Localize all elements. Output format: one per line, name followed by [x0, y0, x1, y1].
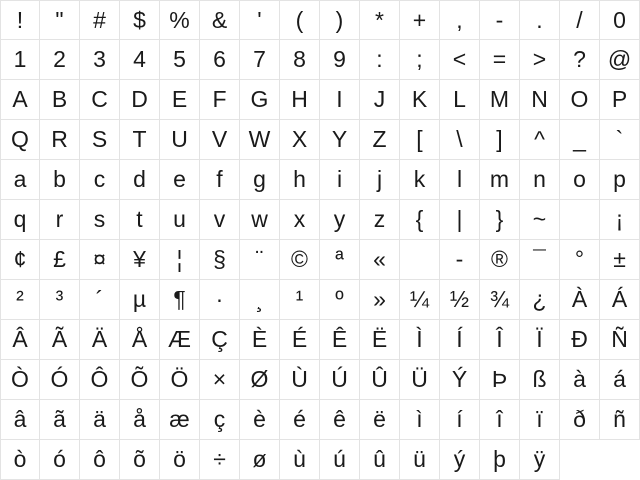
- glyph-cell[interactable]: Ø: [240, 360, 280, 400]
- glyph-cell[interactable]: i: [320, 160, 360, 200]
- glyph-cell[interactable]: ë: [360, 400, 400, 440]
- glyph-cell[interactable]: é: [280, 400, 320, 440]
- glyph-cell[interactable]: Ð: [560, 320, 600, 360]
- empty-glyph-cell[interactable]: [560, 200, 600, 240]
- glyph-cell[interactable]: $: [120, 0, 160, 40]
- glyph-cell[interactable]: Í: [440, 320, 480, 360]
- glyph-cell[interactable]: b: [40, 160, 80, 200]
- glyph-cell[interactable]: z: [360, 200, 400, 240]
- glyph-cell[interactable]: -: [440, 240, 480, 280]
- glyph-cell[interactable]: ý: [440, 440, 480, 480]
- glyph-cell[interactable]: ü: [400, 440, 440, 480]
- glyph-cell[interactable]: F: [200, 80, 240, 120]
- glyph-cell[interactable]: E: [160, 80, 200, 120]
- glyph-cell[interactable]: %: [160, 0, 200, 40]
- glyph-cell[interactable]: ñ: [600, 400, 640, 440]
- glyph-cell[interactable]: 2: [40, 40, 80, 80]
- glyph-cell[interactable]: 4: [120, 40, 160, 80]
- glyph-cell[interactable]: 1: [0, 40, 40, 80]
- glyph-cell[interactable]: É: [280, 320, 320, 360]
- glyph-cell[interactable]: *: [360, 0, 400, 40]
- glyph-cell[interactable]: Û: [360, 360, 400, 400]
- glyph-cell[interactable]: ½: [440, 280, 480, 320]
- glyph-cell[interactable]: ù: [280, 440, 320, 480]
- glyph-cell[interactable]: ": [40, 0, 80, 40]
- glyph-cell[interactable]: Þ: [480, 360, 520, 400]
- glyph-cell[interactable]: 8: [280, 40, 320, 80]
- glyph-cell[interactable]: î: [480, 400, 520, 440]
- glyph-cell[interactable]: ¿: [520, 280, 560, 320]
- glyph-cell[interactable]: Z: [360, 120, 400, 160]
- glyph-cell[interactable]: 3: [80, 40, 120, 80]
- glyph-cell[interactable]: Ô: [80, 360, 120, 400]
- glyph-cell[interactable]: ^: [520, 120, 560, 160]
- glyph-cell[interactable]: û: [360, 440, 400, 480]
- glyph-cell[interactable]: -: [480, 0, 520, 40]
- glyph-cell[interactable]: ¶: [160, 280, 200, 320]
- glyph-cell[interactable]: (: [280, 0, 320, 40]
- glyph-cell[interactable]: !: [0, 0, 40, 40]
- glyph-cell[interactable]: Ç: [200, 320, 240, 360]
- glyph-cell[interactable]: G: [240, 80, 280, 120]
- glyph-cell[interactable]: ÿ: [520, 440, 560, 480]
- glyph-cell[interactable]: ¥: [120, 240, 160, 280]
- glyph-cell[interactable]: ¦: [160, 240, 200, 280]
- glyph-cell[interactable]: e: [160, 160, 200, 200]
- glyph-cell[interactable]: 5: [160, 40, 200, 80]
- glyph-cell[interactable]: ¡: [600, 200, 640, 240]
- glyph-cell[interactable]: \: [440, 120, 480, 160]
- glyph-cell[interactable]: 9: [320, 40, 360, 80]
- glyph-cell[interactable]: ô: [80, 440, 120, 480]
- glyph-cell[interactable]: £: [40, 240, 80, 280]
- glyph-cell[interactable]: }: [480, 200, 520, 240]
- glyph-cell[interactable]: Ä: [80, 320, 120, 360]
- empty-glyph-cell[interactable]: [400, 240, 440, 280]
- glyph-cell[interactable]: ö: [160, 440, 200, 480]
- glyph-cell[interactable]: [: [400, 120, 440, 160]
- glyph-cell[interactable]: ¸: [240, 280, 280, 320]
- glyph-cell[interactable]: L: [440, 80, 480, 120]
- glyph-cell[interactable]: R: [40, 120, 80, 160]
- glyph-cell[interactable]: ó: [40, 440, 80, 480]
- glyph-cell[interactable]: º: [320, 280, 360, 320]
- glyph-cell[interactable]: ]: [480, 120, 520, 160]
- glyph-cell[interactable]: &: [200, 0, 240, 40]
- glyph-cell[interactable]: O: [560, 80, 600, 120]
- glyph-cell[interactable]: ì: [400, 400, 440, 440]
- glyph-cell[interactable]: p: [600, 160, 640, 200]
- glyph-cell[interactable]: »: [360, 280, 400, 320]
- glyph-cell[interactable]: ~: [520, 200, 560, 240]
- glyph-cell[interactable]: ê: [320, 400, 360, 440]
- glyph-cell[interactable]: g: [240, 160, 280, 200]
- glyph-cell[interactable]: ·: [200, 280, 240, 320]
- glyph-cell[interactable]: Â: [0, 320, 40, 360]
- glyph-cell[interactable]: u: [160, 200, 200, 240]
- glyph-cell[interactable]: á: [600, 360, 640, 400]
- glyph-cell[interactable]: x: [280, 200, 320, 240]
- glyph-cell[interactable]: ç: [200, 400, 240, 440]
- glyph-cell[interactable]: µ: [120, 280, 160, 320]
- glyph-cell[interactable]: ú: [320, 440, 360, 480]
- glyph-cell[interactable]: ø: [240, 440, 280, 480]
- glyph-cell[interactable]: U: [160, 120, 200, 160]
- glyph-cell[interactable]: ): [320, 0, 360, 40]
- glyph-cell[interactable]: P: [600, 80, 640, 120]
- glyph-cell[interactable]: v: [200, 200, 240, 240]
- glyph-cell[interactable]: Ü: [400, 360, 440, 400]
- glyph-cell[interactable]: I: [320, 80, 360, 120]
- glyph-cell[interactable]: X: [280, 120, 320, 160]
- glyph-cell[interactable]: ,: [440, 0, 480, 40]
- glyph-cell[interactable]: ð: [560, 400, 600, 440]
- glyph-cell[interactable]: þ: [480, 440, 520, 480]
- glyph-cell[interactable]: T: [120, 120, 160, 160]
- glyph-cell[interactable]: M: [480, 80, 520, 120]
- glyph-cell[interactable]: t: [120, 200, 160, 240]
- glyph-cell[interactable]: ´: [80, 280, 120, 320]
- glyph-cell[interactable]: 0: [600, 0, 640, 40]
- glyph-cell[interactable]: /: [560, 0, 600, 40]
- glyph-cell[interactable]: Ñ: [600, 320, 640, 360]
- glyph-cell[interactable]: w: [240, 200, 280, 240]
- glyph-cell[interactable]: m: [480, 160, 520, 200]
- glyph-cell[interactable]: ÷: [200, 440, 240, 480]
- glyph-cell[interactable]: è: [240, 400, 280, 440]
- glyph-cell[interactable]: ®: [480, 240, 520, 280]
- glyph-cell[interactable]: ï: [520, 400, 560, 440]
- glyph-cell[interactable]: J: [360, 80, 400, 120]
- glyph-cell[interactable]: D: [120, 80, 160, 120]
- glyph-cell[interactable]: ¯: [520, 240, 560, 280]
- glyph-cell[interactable]: ±: [600, 240, 640, 280]
- glyph-cell[interactable]: #: [80, 0, 120, 40]
- glyph-cell[interactable]: l: [440, 160, 480, 200]
- glyph-cell[interactable]: ³: [40, 280, 80, 320]
- glyph-cell[interactable]: S: [80, 120, 120, 160]
- glyph-cell[interactable]: Õ: [120, 360, 160, 400]
- glyph-cell[interactable]: W: [240, 120, 280, 160]
- glyph-cell[interactable]: ¾: [480, 280, 520, 320]
- glyph-cell[interactable]: Ó: [40, 360, 80, 400]
- glyph-cell[interactable]: :: [360, 40, 400, 80]
- glyph-cell[interactable]: q: [0, 200, 40, 240]
- glyph-cell[interactable]: |: [440, 200, 480, 240]
- glyph-cell[interactable]: y: [320, 200, 360, 240]
- glyph-cell[interactable]: Ê: [320, 320, 360, 360]
- glyph-cell[interactable]: ò: [0, 440, 40, 480]
- glyph-cell[interactable]: ¢: [0, 240, 40, 280]
- glyph-cell[interactable]: r: [40, 200, 80, 240]
- glyph-cell[interactable]: <: [440, 40, 480, 80]
- glyph-cell[interactable]: a: [0, 160, 40, 200]
- glyph-cell[interactable]: Ö: [160, 360, 200, 400]
- glyph-cell[interactable]: ß: [520, 360, 560, 400]
- glyph-cell[interactable]: d: [120, 160, 160, 200]
- glyph-cell[interactable]: §: [200, 240, 240, 280]
- glyph-cell[interactable]: j: [360, 160, 400, 200]
- glyph-cell[interactable]: @: [600, 40, 640, 80]
- glyph-cell[interactable]: h: [280, 160, 320, 200]
- glyph-cell[interactable]: +: [400, 0, 440, 40]
- glyph-cell[interactable]: ×: [200, 360, 240, 400]
- glyph-cell[interactable]: Å: [120, 320, 160, 360]
- glyph-cell[interactable]: Ò: [0, 360, 40, 400]
- glyph-cell[interactable]: s: [80, 200, 120, 240]
- glyph-cell[interactable]: ²: [0, 280, 40, 320]
- glyph-cell[interactable]: °: [560, 240, 600, 280]
- glyph-cell[interactable]: Ã: [40, 320, 80, 360]
- glyph-cell[interactable]: f: [200, 160, 240, 200]
- glyph-cell[interactable]: ¤: [80, 240, 120, 280]
- glyph-cell[interactable]: `: [600, 120, 640, 160]
- glyph-cell[interactable]: ¹: [280, 280, 320, 320]
- glyph-cell[interactable]: «: [360, 240, 400, 280]
- glyph-cell[interactable]: ?: [560, 40, 600, 80]
- glyph-cell[interactable]: ¨: [240, 240, 280, 280]
- glyph-cell[interactable]: õ: [120, 440, 160, 480]
- glyph-cell[interactable]: Î: [480, 320, 520, 360]
- glyph-cell[interactable]: H: [280, 80, 320, 120]
- glyph-cell[interactable]: À: [560, 280, 600, 320]
- glyph-cell[interactable]: ;: [400, 40, 440, 80]
- glyph-cell[interactable]: C: [80, 80, 120, 120]
- glyph-cell[interactable]: B: [40, 80, 80, 120]
- glyph-cell[interactable]: Ì: [400, 320, 440, 360]
- glyph-cell[interactable]: ä: [80, 400, 120, 440]
- glyph-cell[interactable]: Q: [0, 120, 40, 160]
- glyph-cell[interactable]: Á: [600, 280, 640, 320]
- glyph-cell[interactable]: n: [520, 160, 560, 200]
- glyph-cell[interactable]: Ý: [440, 360, 480, 400]
- glyph-cell[interactable]: ©: [280, 240, 320, 280]
- glyph-cell[interactable]: Æ: [160, 320, 200, 360]
- glyph-cell[interactable]: ª: [320, 240, 360, 280]
- glyph-cell[interactable]: K: [400, 80, 440, 120]
- glyph-cell[interactable]: o: [560, 160, 600, 200]
- glyph-cell[interactable]: Ë: [360, 320, 400, 360]
- glyph-cell[interactable]: .: [520, 0, 560, 40]
- glyph-cell[interactable]: N: [520, 80, 560, 120]
- glyph-cell[interactable]: k: [400, 160, 440, 200]
- glyph-cell[interactable]: â: [0, 400, 40, 440]
- glyph-cell[interactable]: ¼: [400, 280, 440, 320]
- glyph-cell[interactable]: Ù: [280, 360, 320, 400]
- glyph-cell[interactable]: Y: [320, 120, 360, 160]
- glyph-cell[interactable]: =: [480, 40, 520, 80]
- glyph-cell[interactable]: ã: [40, 400, 80, 440]
- glyph-cell[interactable]: V: [200, 120, 240, 160]
- glyph-cell[interactable]: Ú: [320, 360, 360, 400]
- glyph-cell[interactable]: _: [560, 120, 600, 160]
- glyph-cell[interactable]: ': [240, 0, 280, 40]
- glyph-cell[interactable]: Ï: [520, 320, 560, 360]
- glyph-cell[interactable]: 6: [200, 40, 240, 80]
- glyph-cell[interactable]: å: [120, 400, 160, 440]
- glyph-cell[interactable]: È: [240, 320, 280, 360]
- glyph-cell[interactable]: c: [80, 160, 120, 200]
- glyph-cell[interactable]: {: [400, 200, 440, 240]
- glyph-cell[interactable]: à: [560, 360, 600, 400]
- glyph-cell[interactable]: í: [440, 400, 480, 440]
- glyph-cell[interactable]: >: [520, 40, 560, 80]
- glyph-cell[interactable]: æ: [160, 400, 200, 440]
- glyph-cell[interactable]: A: [0, 80, 40, 120]
- glyph-cell[interactable]: 7: [240, 40, 280, 80]
